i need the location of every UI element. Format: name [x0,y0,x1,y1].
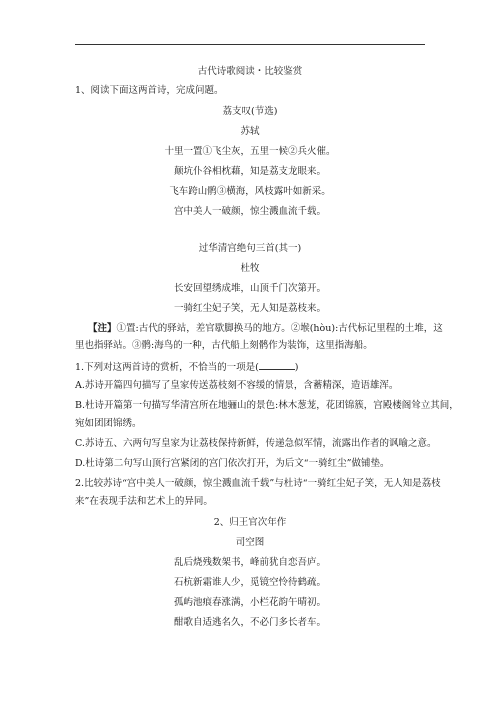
section2-title: 2、归王官次年作 [213,517,287,528]
header-rule [75,44,425,45]
poem3-line: 石杭新霜谁人少，觅镜空怜待鹤疏。 [173,577,326,588]
poem1-title: 荔支叹(节选) [222,106,278,117]
poem1-line: 宫中美人一破颜，惊尘溅血流千载。 [173,206,326,217]
option-b-continued: 宛如团团锦绣。 [75,418,142,429]
poem1-line: 颠坑仆谷相枕藉，知是荔支龙眼来。 [173,166,326,177]
q1-stem-text: 1.下列对这两首诗的赏析，不恰当的一项是( [75,362,259,373]
section2-author: 司空图 [235,537,265,548]
poem2-line: 长安回望绣成堆，山顶千门次第开。 [173,283,326,294]
poem2-title: 过华清宫绝句三首(其一) [198,243,302,254]
question-2-stem: 2.比较苏诗“宫中美人一破颜，惊尘溅血流千载”与杜诗“一骑红尘妃子笑，无人知是荔枝 [75,478,441,489]
option-d: D.杜诗第二句写山顶行宫紧闭的宫门依次打开，为后文“一骑红尘”做铺垫。 [75,458,390,469]
option-c: C.苏诗五、六两句写皇家为让荔枝保持新鲜，传递急似军情，流露出作者的讽喻之意。 [75,438,437,449]
option-b: B.杜诗开篇第一句描写华清宫所在地骊山的景色:林木葱茏，花团锦簇，宫殿楼阁耸立其间， [75,400,459,411]
section1-instruction: 1、阅读下面这两首诗，完成问题。 [75,85,224,96]
answer-blank [259,360,295,370]
q1-stem-close: ) [294,362,299,373]
page-title: 古代诗歌阅读・比较鉴赏 [197,66,303,77]
poem3-line: 酣歌自适逃名久，不必门多长者车。 [173,617,326,628]
poem3-line: 乱后烧残数架书，峰前犹自恋吾庐。 [173,557,326,568]
note-label: 【注】 [88,323,117,334]
question-1-stem [75,360,299,374]
poem2-line: 一骑红尘妃子笑，无人知是荔枝来。 [173,303,326,314]
poem2-author: 杜牧 [240,263,260,274]
poem1-author: 苏轼 [240,126,260,137]
note-text-line1: ①置:古代的驿站，差官歇脚换马的地方。②堠(hòu):古代标记里程的土堆，这 [116,323,443,334]
poem3-line: 孤屿池痕春涨满，小栏花韵午晴初。 [173,597,326,608]
poem1-line: 飞车跨山鹘③横海，风枝露叶如新采。 [169,186,331,197]
question-2-stem-continued: 来”在表现手法和艺术上的异同。 [75,496,213,507]
poem1-line: 十里一置①飞尘灰，五里一候②兵火催。 [164,146,336,157]
annotation-note [88,323,443,335]
option-a: A.苏诗开篇四句描写了皇家传送荔枝刻不容缓的情景，含蓄精深，造语雄浑。 [75,380,399,391]
note-text-line2: 里也指驿站。③鹘:海鸟的一种，古代船上刻鹘作为装饰，这里指海船。 [75,340,373,351]
